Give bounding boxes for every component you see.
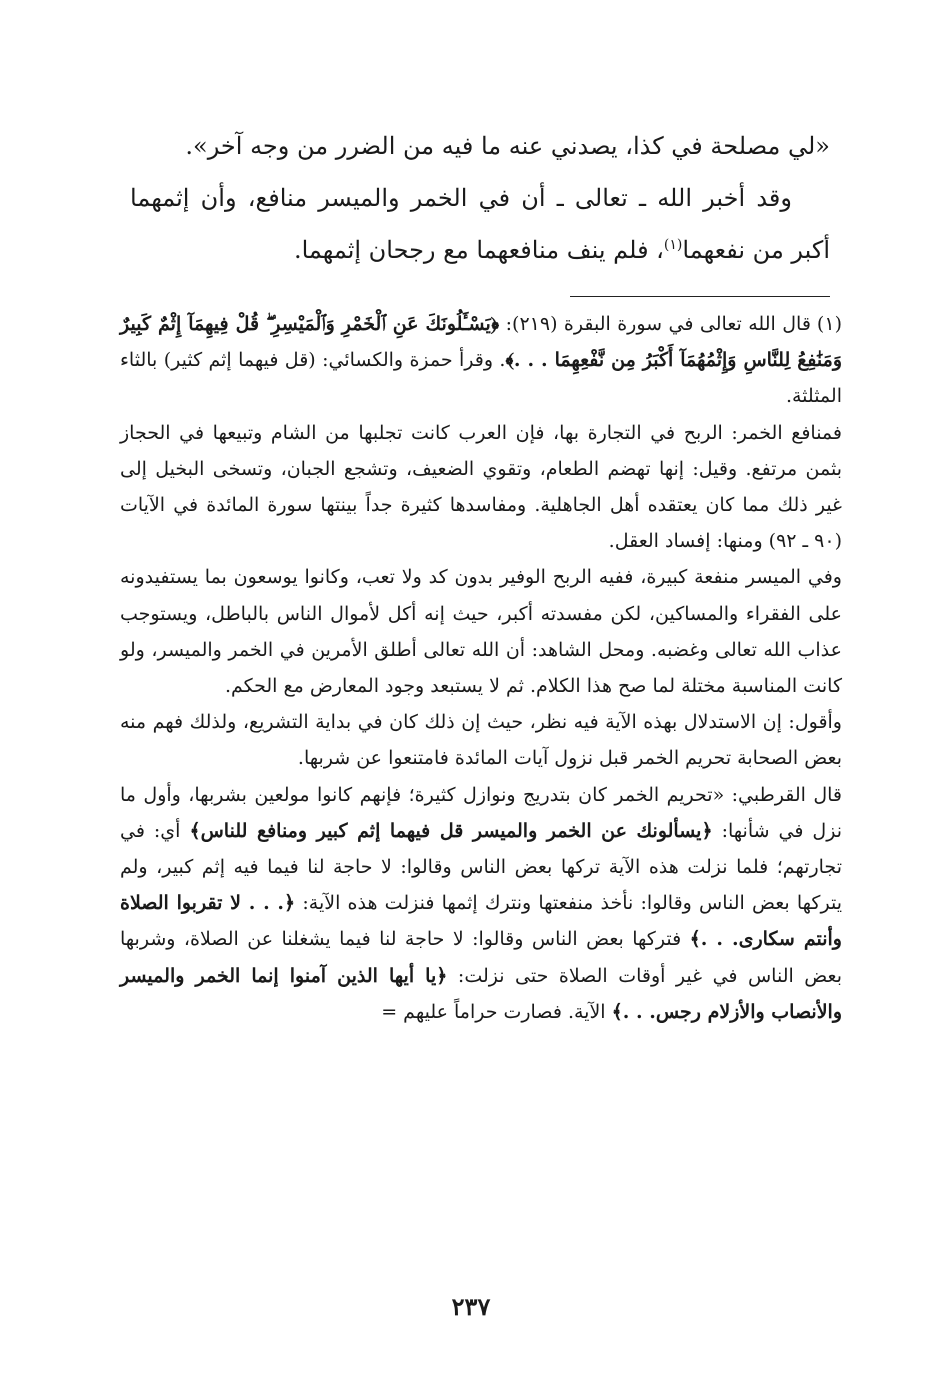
main-paragraph-2: وقد أخبر الله ـ تعالى ـ أن في الخمر والميسر منافع، وأن إثمهما أكبر من نفعهما$^{(١)}$، فلم ينف منافعهما مع رجحان إثمهما. xyxy=(130,184,830,264)
quran-verse: ﴿يسألونك عن الخمر والميسر قل فيهما إثم كبير ومنافع للناس﴾ xyxy=(189,819,713,842)
footnotes-section xyxy=(120,306,842,1030)
footnote-paragraph-qurtubi: قال القرطبي: «تحريم الخمر كان بتدريج ونوازل كثيرة؛ فإنهم كانوا مولعين بشربها، وأول ما نزل في شأنها: ﴿يسألونك عن الخمر والميسر قل فيهما إثم كبير ومنافع للناس﴾ أي: في تجارتهم؛ فلما نزلت هذه الآية تركها بعض الناس وقالوا: لا حاجة لنا فيما فيه إثم كبير، ولم يتركها بعض الناس وقالوا: نأخذ منفعتها ونترك إثمها فنزلت هذه الآية: ﴿. . . لا تقربوا الصلاة وأنتم سكارى. . .﴾ فتركها بعض الناس وقالوا: لا حاجة لنا فيما يشغلنا عن الصلاة، وشربها بعض الناس في غير أوقات الصلاة حتى نزلت: ﴿يا أيها الذين آمنوا إنما الخمر والميسر والأنصاب والأزلام رجس. . .﴾ الآية. فصارت حراماً عليهم = xyxy=(120,783,843,1023)
footnote-paragraph-author-opinion: وأقول: إن الاستدلال بهذه الآية فيه نظر، حيث إن ذلك كان في بداية التشريع، ولذلك فهم منه بعض الصحابة تحريم الخمر قبل نزول آيات المائدة فامتنعوا عن شربها. xyxy=(120,711,842,770)
quran-verse: ﴿يا أيها الذين آمنوا إنما الخمر والميسر والأنصاب والأزلام رجس. . .﴾ xyxy=(120,964,842,1023)
footnote-paragraph-gambling: وفي الميسر منفعة كبيرة، ففيه الربح الوفير بدون كد ولا تعب، وكانوا يوسعون بما يستفيدونه على الفقراء والمساكين، لكن مفسدته أكبر، حيث إنه أكل لأموال الناس بالباطل، ويستوجب عذاب الله تعالى وغضبه. ومحل الشاهد: أن الله تعالى أطلق الأمرين في الخمر والميسر، ولو كانت المناسبة مختلة لما صح هذا الكلام. ثم لا يستبعد وجود المعارض مع الحكم. xyxy=(120,566,842,698)
page-number: ٢٣٧ xyxy=(451,1292,491,1321)
quran-verse: ﴿يَسْـَٔلُونَكَ عَنِ ٱلْخَمْرِ وَٱلْمَيْسِرِ ۖ قُلْ فِيهِمَآ إِثْمٌ كَبِيرٌ وَمَنَٰفِعُ لِلنَّاسِ وَإِثْمُهُمَآ أَكْبَرُ مِن نَّفْعِهِمَا . . .﴾ xyxy=(120,313,842,372)
main-body-text xyxy=(130,120,830,276)
footnote-paragraph-wine-benefits: فمنافع الخمر: الربح في التجارة بها، فإن العرب كانت تجلبها من الشام وتبيعها في الحجاز بثمن مرتفع. وقيل: إنها تهضم الطعام، وتقوي الضعيف، وتشجع الجبان، وتسخى البخيل إلى غير ذلك مما كان يعتقده أهل الجاهلية. ومفاسدها كثيرة جداً بينتها سورة المائدة في الآيات (٩٠ ـ ٩٢) ومنها: إفساد العقل. xyxy=(120,421,842,553)
footnote-divider xyxy=(570,296,830,297)
footnote-number: (١) xyxy=(816,313,842,335)
footnote-reference[interactable]: (١) xyxy=(663,237,683,253)
footnote-1: (١)قال الله تعالى في سورة البقرة (٢١٩): ﴿يَسْـَٔلُونَكَ عَنِ ٱلْخَمْرِ وَٱلْمَيْسِرِ ۖ قُلْ فِيهِمَآ إِثْمٌ كَبِيرٌ وَمَنَٰفِعُ لِلنَّاسِ وَإِثْمُهُمَآ أَكْبَرُ مِن نَّفْعِهِمَا . . .﴾. وقرأ حمزة والكسائي: (قل فيهما إثم كثير) بالثاء المثلثة. xyxy=(120,313,842,408)
main-paragraph-1: «لي مصلحة في كذا، يصدني عنه ما فيه من الضرر من وجه آخر». xyxy=(185,132,830,160)
quran-verse: ﴿. . . لا تقربوا الصلاة وأنتم سكارى. . .﴾ xyxy=(120,892,842,951)
